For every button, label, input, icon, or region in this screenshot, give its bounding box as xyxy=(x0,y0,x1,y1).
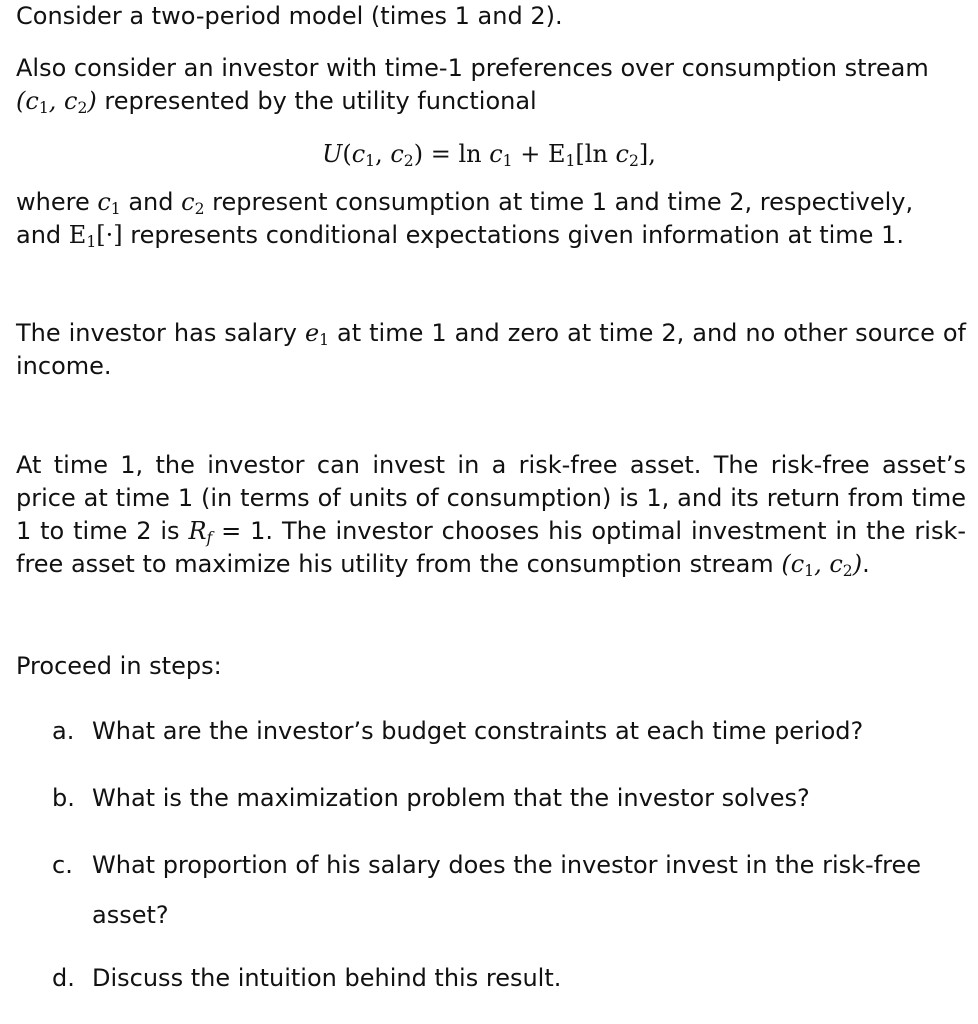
step-d-text: Discuss the intuition behind this result. xyxy=(92,964,562,992)
step-c-marker: c. xyxy=(52,851,73,879)
risk-free-asset-paragraph xyxy=(16,449,966,581)
preferences-line-2: represented by the utility functional xyxy=(96,87,537,115)
c2-symbol: $c_2$ xyxy=(181,188,205,218)
text-where: where xyxy=(16,188,98,216)
step-b-marker: b. xyxy=(52,784,75,812)
step-c-text-line-1: What proportion of his salary does the investor invest in the risk-free xyxy=(92,851,921,879)
step-c-text-line-2: asset? xyxy=(92,901,169,929)
consumption-stream-symbol-2: ($c_1$, $c_2$) xyxy=(781,550,863,580)
step-b-text: What is the maximization problem that the investor solves? xyxy=(92,784,810,812)
step-a xyxy=(52,715,966,748)
text-period: . xyxy=(862,550,870,578)
step-a-marker: a. xyxy=(52,717,75,745)
step-a-text: What are the investor’s budget constraints at each time period? xyxy=(92,717,864,745)
salary-paragraph xyxy=(16,317,966,383)
text-and-2: and xyxy=(16,221,69,249)
step-c-continuation xyxy=(52,899,966,932)
text-represent-consumption: represent consumption at time 1 and time 2, respectively, xyxy=(204,188,914,216)
c1-symbol: $c_1$ xyxy=(97,188,121,218)
proceed-heading: Proceed in steps: xyxy=(16,652,222,680)
text-and: and xyxy=(120,188,182,216)
preferences-paragraph xyxy=(16,52,966,118)
utility-equation-text: U xyxy=(322,140,343,168)
text-risk-free-asset: At time 1, the investor can invest in a risk-free asset. The risk-free asset’s price at time 1 (in terms of units of consumption) is 1, and its return from time 1 to time 2 is xyxy=(16,451,966,545)
intro-sentence: Consider a two-period model (times 1 and 2). xyxy=(16,2,563,30)
utility-equation: $U(c_1$, $c_2) = \ln c_1 + E_1[\ln$ $c_2$], xyxy=(322,140,656,170)
step-b xyxy=(52,782,966,815)
step-c xyxy=(52,849,966,882)
text-salary: The investor has salary xyxy=(16,319,305,347)
step-d-marker: d. xyxy=(52,964,75,992)
text-conditional-expectations: represents conditional expectations given information at time 1. xyxy=(122,221,904,249)
text-optimal-investment: = 1. The investor chooses his optimal investment in the risk-free asset to maximize his utility from the consumption stream xyxy=(16,517,967,578)
step-d xyxy=(52,962,966,995)
preferences-line-1: Also consider an investor with time-1 preferences over consumption stream xyxy=(16,54,929,82)
expectation-operator: $E_1[\cdot]$ xyxy=(68,221,123,251)
text-salary-tail: at time 1 and zero at time 2, and no other source of income. xyxy=(16,319,966,380)
rf-symbol: $R_f$ xyxy=(188,517,213,547)
consumption-definition-paragraph xyxy=(16,186,966,252)
e1-symbol: $e_1$ xyxy=(304,319,330,349)
consumption-stream-symbol: ($c_1$, $c_2$) xyxy=(16,87,97,117)
